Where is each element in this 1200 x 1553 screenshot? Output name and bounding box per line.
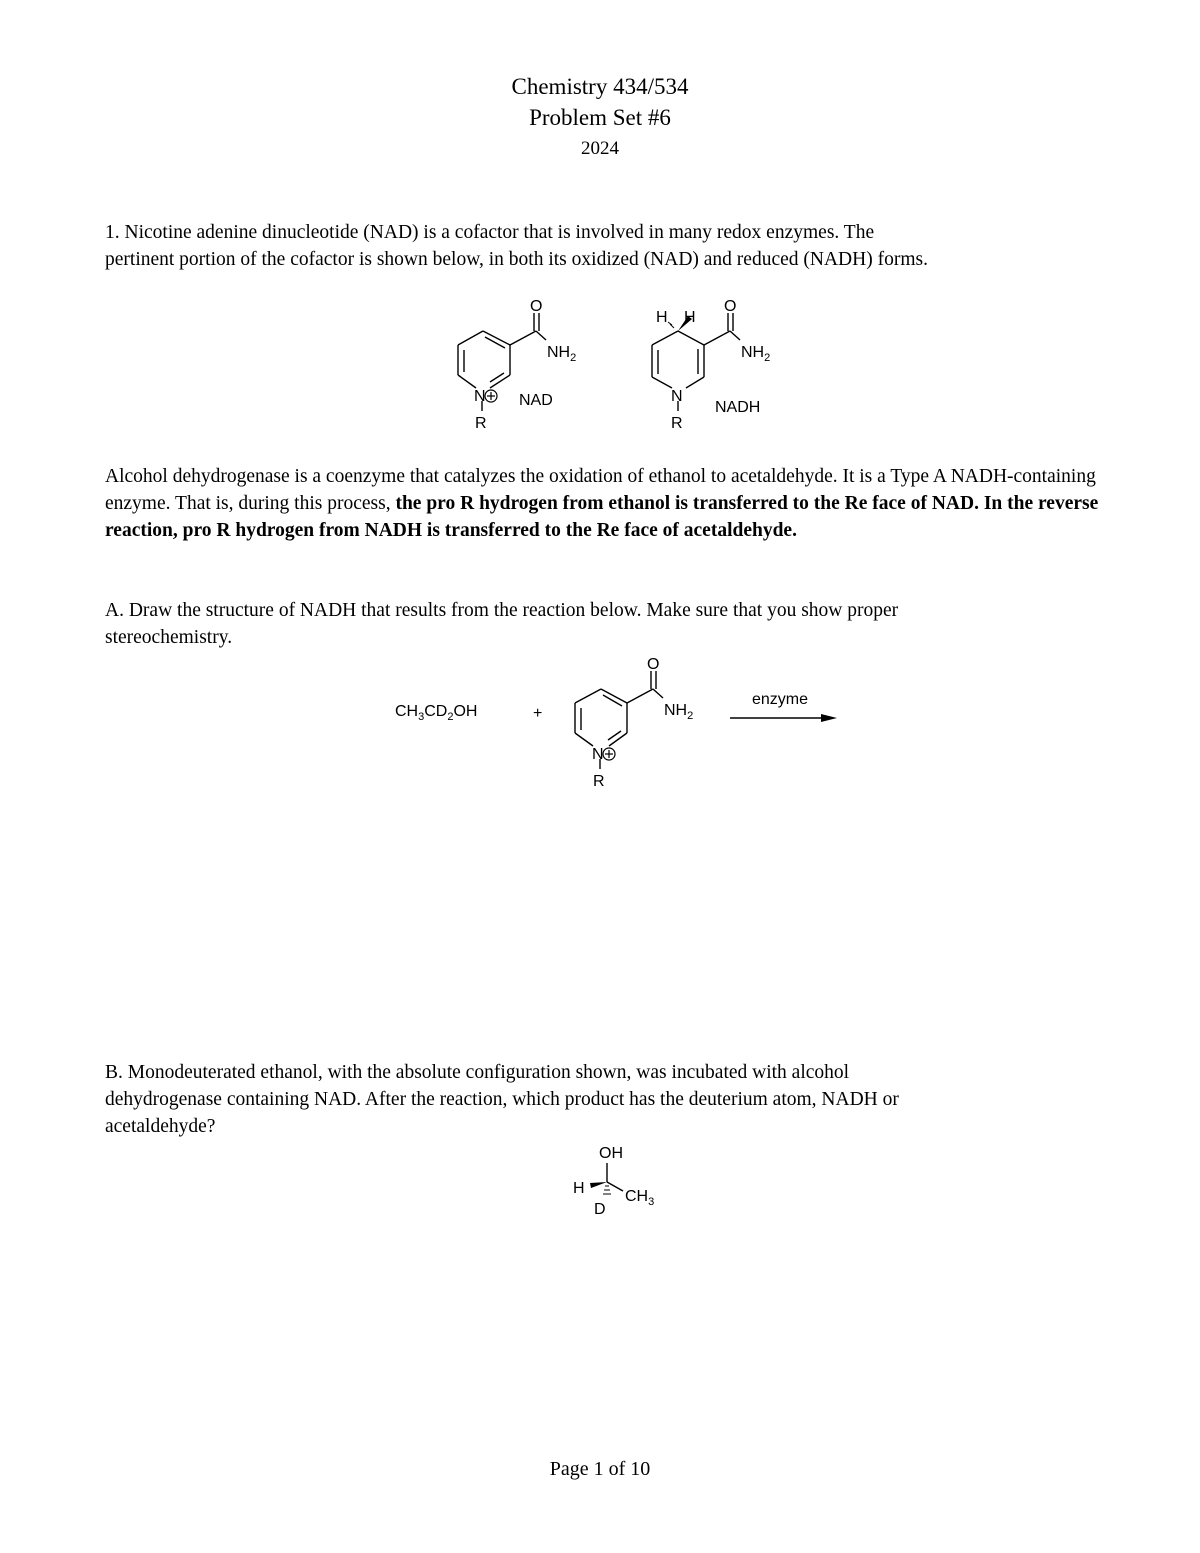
year: 2024 bbox=[581, 138, 619, 159]
adh-paragraph: Alcohol dehydrogenase is a coenzyme that catalyzes the oxidation of ethanol to acetaldehyde. It is a Type A NADH-containing enzyme. That is, during this process, the pro R hydrogen from ethanol is transferred to the Re face of NAD. In the reverse reaction, pro R hydrogen from NADH is transferred to the Re face of acetaldehyde. bbox=[105, 466, 1099, 541]
reaction-arrow-icon bbox=[730, 714, 837, 722]
deuterated-ethanol-structure bbox=[565, 1138, 675, 1223]
positive-charge-icon bbox=[603, 748, 615, 760]
question-1-intro bbox=[105, 219, 1105, 273]
part-b-question bbox=[105, 1059, 1105, 1140]
nad-label: NAD bbox=[519, 392, 553, 409]
arrow-label: enzyme bbox=[752, 691, 809, 708]
nadh-oxygen: O bbox=[724, 298, 737, 315]
part-a-question bbox=[105, 597, 1105, 651]
nadh-amide: $NH_2$ bbox=[741, 344, 771, 364]
reactant-r-group: R bbox=[593, 773, 605, 790]
nadh-nitrogen: N bbox=[671, 388, 683, 405]
nad-r-group: R bbox=[475, 415, 487, 432]
reactant-nitrogen: N bbox=[592, 746, 604, 763]
part-a-line-2: stereochemistry. bbox=[105, 627, 233, 648]
h-atom: H bbox=[573, 1180, 585, 1197]
oh-group: OH bbox=[599, 1145, 623, 1162]
plus-sign: + bbox=[533, 705, 543, 722]
nad-oxygen: O bbox=[530, 298, 543, 315]
part-b-line-1: B. Monodeuterated ethanol, with the absolute configuration shown, was incubated with alcohol bbox=[105, 1062, 850, 1083]
positive-charge-icon bbox=[485, 390, 497, 402]
nadh-hydrogen-1: H bbox=[656, 309, 668, 326]
problem-set-title: Problem Set #6 bbox=[529, 105, 671, 130]
reactant-amide: $NH_2$ bbox=[664, 702, 694, 722]
nadh-r-group: R bbox=[671, 415, 683, 432]
reactant-oxygen: O bbox=[647, 656, 660, 673]
nad-nitrogen: N bbox=[474, 388, 486, 405]
part-a-reaction bbox=[385, 650, 855, 795]
nadh-hydrogen-2: H bbox=[684, 309, 696, 326]
reactant-ethanol-d2: $CH_3CD_2OH$ bbox=[395, 703, 478, 723]
methyl-group: $CH_3$ bbox=[625, 1188, 655, 1208]
intro-line-2: pertinent portion of the cofactor is shown below, in both its oxidized (NAD) and reduced (NADH) forms. bbox=[105, 249, 928, 270]
nad-amide: $NH_2$ bbox=[547, 344, 577, 364]
nad-nadh-figure bbox=[430, 295, 810, 440]
course-title: Chemistry 434/534 bbox=[511, 74, 689, 99]
adh-bold-text: the pro R hydrogen from ethanol is transferred to the Re face of NAD. In the reverse reaction, pro R hydrogen from NADH is transferred to the Re face of acetaldehyde. bbox=[105, 493, 1099, 541]
part-b-line-2: dehydrogenase containing NAD. After the reaction, which product has the deuterium atom, NADH or bbox=[105, 1089, 899, 1110]
page-number: Page 1 of 10 bbox=[549, 1458, 651, 1480]
part-b-line-3: acetaldehyde? bbox=[105, 1116, 216, 1137]
nadh-label: NADH bbox=[715, 399, 761, 416]
part-a-line-1: A. Draw the structure of NADH that results from the reaction below. Make sure that you show proper bbox=[105, 600, 899, 621]
intro-line-1: 1. Nicotine adenine dinucleotide (NAD) is a cofactor that is involved in many redox enzymes. The bbox=[105, 222, 875, 243]
d-atom: D bbox=[594, 1201, 606, 1218]
